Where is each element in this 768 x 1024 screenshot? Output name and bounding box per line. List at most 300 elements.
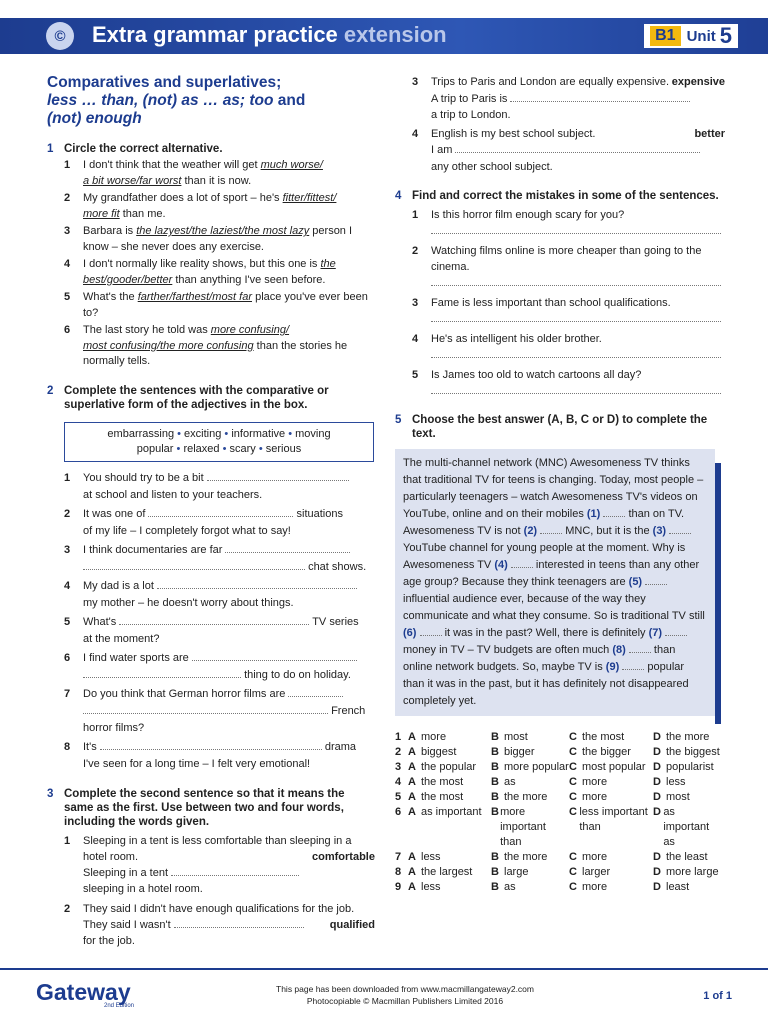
exercise-number: 1 xyxy=(47,143,54,155)
option-text: less important than xyxy=(579,806,648,833)
exercise-1-items xyxy=(47,158,375,370)
item-number: 4 xyxy=(412,127,419,140)
item-text: situations xyxy=(296,507,343,520)
answer-blank[interactable] xyxy=(511,558,533,568)
exercise-3-items-left xyxy=(47,833,375,949)
option-b[interactable] xyxy=(491,790,569,805)
text-segment: it was in the past? Well, there is definitely xyxy=(441,627,649,639)
option-text: as important xyxy=(421,806,482,818)
list-item xyxy=(395,126,725,176)
answer-blank[interactable] xyxy=(431,224,721,234)
option-row xyxy=(395,745,725,760)
option-text: more xyxy=(582,851,608,863)
item-text: Trips to Paris and London are equally expensive. xyxy=(431,76,670,88)
option-text: most xyxy=(504,731,528,743)
option-letter: B xyxy=(491,851,499,863)
answer-blank[interactable] xyxy=(645,575,667,585)
answer-blank[interactable] xyxy=(420,626,442,636)
option-d[interactable] xyxy=(653,805,723,850)
item-text: I don't think that the weather will get xyxy=(83,159,261,171)
keyword: comfortable xyxy=(312,850,375,863)
option-letter: B xyxy=(491,761,499,773)
option-d[interactable] xyxy=(653,745,723,760)
exercise-2-items xyxy=(47,470,375,773)
option-a[interactable] xyxy=(408,745,491,760)
item-text: A trip to Paris is xyxy=(431,92,508,105)
text-segment: MNC, but it is the xyxy=(562,525,653,537)
gear-icon: © xyxy=(46,22,74,50)
list-item xyxy=(47,257,375,288)
section-title-and: and xyxy=(273,92,306,109)
item-text: thing to do on holiday. xyxy=(244,668,351,681)
option-d[interactable] xyxy=(653,730,723,745)
alternative-options[interactable]: farther/farthest/most far xyxy=(137,291,253,303)
option-c[interactable] xyxy=(569,745,653,760)
option-text: large xyxy=(504,866,529,878)
item-number: 1 xyxy=(64,834,71,847)
keyword: better xyxy=(694,127,725,140)
option-letter: A xyxy=(408,731,416,743)
option-letter: D xyxy=(653,851,661,863)
item-text: a trip to London. xyxy=(431,109,511,121)
list-item xyxy=(395,243,725,291)
option-text: more xyxy=(582,881,608,893)
gap-number: (4) xyxy=(494,559,508,571)
option-letter: A xyxy=(408,761,416,773)
gap-number: (2) xyxy=(523,525,538,537)
item-text: My grandfather does a lot of sport – he's xyxy=(83,192,283,204)
option-letter: B xyxy=(491,881,499,893)
answer-blank[interactable] xyxy=(510,92,690,102)
item-text: horror films? xyxy=(83,721,145,734)
answer-blank[interactable] xyxy=(622,660,644,670)
answer-blank[interactable] xyxy=(171,866,299,876)
exercise-3-instruction xyxy=(47,787,375,829)
option-a[interactable] xyxy=(408,880,491,895)
answer-blank[interactable] xyxy=(629,643,651,653)
item-text: Watching films online is more cheaper than going to the cinema. xyxy=(431,245,702,273)
option-letter: C xyxy=(569,731,577,743)
header-bar xyxy=(0,18,768,54)
text-segment: than on TV. xyxy=(625,508,685,520)
unit-badge xyxy=(644,24,738,48)
footer-text xyxy=(220,983,590,1007)
item-text: French xyxy=(331,704,366,717)
edition-label: 2nd Edition xyxy=(104,1003,135,1009)
option-d[interactable] xyxy=(653,760,723,775)
word-option: serious xyxy=(265,442,302,455)
text-segment: money in TV – TV budgets are often much xyxy=(403,644,613,656)
answer-blank[interactable] xyxy=(174,918,304,928)
section-title xyxy=(47,74,375,128)
keyword: expensive xyxy=(671,76,725,88)
exercise-1-instruction xyxy=(47,142,375,156)
item-text: You should try to be a bit xyxy=(83,471,204,484)
option-d[interactable] xyxy=(653,850,723,865)
option-text: the more xyxy=(666,731,710,743)
instruction-text: Circle the correct alternative. xyxy=(64,143,223,155)
option-b[interactable] xyxy=(491,775,569,790)
option-row xyxy=(395,865,725,880)
option-text: the largest xyxy=(421,866,473,878)
item-text: I am xyxy=(431,144,453,156)
option-a[interactable] xyxy=(408,775,491,790)
item-text: The last story he told was xyxy=(83,324,211,336)
option-letter: C xyxy=(569,881,577,893)
instruction-text: Complete the second sentence so that it means the same as the first. Use between two and four words, including the words given. xyxy=(64,787,345,828)
option-text: more xyxy=(582,791,608,803)
item-text: They said I didn't have enough qualifications for the job. xyxy=(83,902,355,915)
page-number: 1 of 1 xyxy=(703,990,732,1002)
item-number: 4 xyxy=(64,579,71,592)
option-text: more large xyxy=(666,866,719,878)
option-c[interactable] xyxy=(569,775,653,790)
option-text: as important as xyxy=(663,806,710,848)
alternative-options[interactable]: a bit worse/far worst xyxy=(83,174,182,187)
question-number: 3 xyxy=(395,761,402,773)
option-row xyxy=(395,880,725,895)
option-b[interactable] xyxy=(491,760,569,775)
answer-blank[interactable] xyxy=(665,626,687,636)
unit-number: 5 xyxy=(719,23,732,48)
option-letter: B xyxy=(491,776,499,788)
gap-number: (6) xyxy=(403,627,417,639)
alternative-options[interactable]: most confusing/the more confusing xyxy=(83,339,254,352)
list-item xyxy=(47,290,375,321)
item-text: sleeping in a hotel room. xyxy=(83,882,203,895)
gateway-logo: Gateway xyxy=(36,979,131,1005)
alternative-options[interactable]: the lazyest/the laziest/the most lazy xyxy=(136,225,310,237)
option-letter: B xyxy=(491,731,499,743)
option-c[interactable] xyxy=(569,790,653,805)
list-item xyxy=(47,833,375,897)
item-number: 4 xyxy=(64,258,71,270)
option-text: the popular xyxy=(421,761,477,773)
option-row xyxy=(395,730,725,745)
title-main: Extra grammar practice xyxy=(92,22,338,47)
answer-blank[interactable] xyxy=(192,651,357,661)
option-b[interactable] xyxy=(491,850,569,865)
answer-blank[interactable] xyxy=(455,143,700,153)
exercise-5-instruction xyxy=(395,413,725,441)
item-text: than the stories he normally tells. xyxy=(83,339,348,367)
question-number: 5 xyxy=(395,791,402,803)
item-text: It was one of xyxy=(83,507,146,520)
copyright-note: Photocopiable © Macmillan Publishers Limited 2016 xyxy=(306,996,504,1006)
option-letter: A xyxy=(408,791,416,803)
option-letter: C xyxy=(569,746,577,758)
option-letter: B xyxy=(491,806,499,818)
list-item xyxy=(47,542,375,576)
option-c[interactable] xyxy=(569,805,653,850)
item-text: than it is now. xyxy=(181,174,252,187)
word-option: exciting xyxy=(184,427,222,440)
option-c[interactable] xyxy=(569,850,653,865)
item-number: 5 xyxy=(64,291,71,303)
section-title-line2: less … than, (not) as … as; too xyxy=(47,92,274,109)
word-box: embarrassing • exciting • informative • moving popular • relaxed • scary • serious xyxy=(64,422,374,462)
word-option: embarrassing xyxy=(107,427,175,440)
answer-blank[interactable] xyxy=(288,687,343,697)
option-text: the most xyxy=(421,776,464,788)
option-d[interactable] xyxy=(653,790,723,805)
item-text: I've seen for a long time – I felt very emotional! xyxy=(83,757,311,770)
item-number: 2 xyxy=(412,245,419,257)
option-text: more xyxy=(421,731,447,743)
answer-blank[interactable] xyxy=(83,668,241,678)
text-segment: influential audience ever, because of the way they communicate and what they consume. So is traditional TV still xyxy=(403,593,705,622)
instruction-text: Choose the best answer (A, B, C or D) to complete the text. xyxy=(412,414,708,440)
item-text: for the job. xyxy=(83,934,135,947)
item-text: My dad is a lot xyxy=(83,579,154,592)
list-item xyxy=(395,207,725,239)
option-text: biggest xyxy=(421,746,457,758)
option-letter: D xyxy=(653,761,661,773)
section-title-line3: (not) enough xyxy=(47,110,142,127)
answer-blank[interactable] xyxy=(431,312,721,322)
answer-blank[interactable] xyxy=(100,740,322,750)
item-number: 2 xyxy=(64,902,71,915)
option-text: the least xyxy=(666,851,708,863)
page-title xyxy=(92,22,447,48)
option-row xyxy=(395,790,725,805)
list-item xyxy=(47,901,375,949)
alternative-options[interactable]: much worse/ xyxy=(260,159,323,171)
option-c[interactable] xyxy=(569,760,653,775)
option-text: less xyxy=(421,851,441,863)
text-segment: than online network budgets. So, maybe TV is xyxy=(403,644,676,673)
option-row xyxy=(395,760,725,775)
word-option: moving xyxy=(295,427,331,440)
list-item xyxy=(47,650,375,684)
item-number: 3 xyxy=(64,225,71,237)
exercise-2-instruction xyxy=(47,384,375,412)
word-option: informative xyxy=(231,427,286,440)
gap-number: (9) xyxy=(605,661,620,673)
answer-blank[interactable] xyxy=(225,543,350,553)
answer-blank[interactable] xyxy=(83,560,305,570)
gap-number: (8) xyxy=(612,644,626,656)
item-text: Do you think that German horror films are xyxy=(83,687,286,700)
option-a[interactable] xyxy=(408,790,491,805)
item-text: than anything I've seen before. xyxy=(172,273,326,286)
option-b[interactable] xyxy=(491,865,569,880)
option-a[interactable] xyxy=(408,850,491,865)
list-item xyxy=(47,506,375,540)
item-text: English is my best school subject. xyxy=(431,127,596,140)
instruction-text: Find and correct the mistakes in some of the sentences. xyxy=(412,190,719,202)
option-letter: A xyxy=(408,806,416,818)
option-text: the biggest xyxy=(666,746,720,758)
exercise-4-items xyxy=(395,207,725,399)
left-column xyxy=(47,74,375,949)
item-number: 3 xyxy=(64,543,71,556)
option-text: most xyxy=(666,791,690,803)
answer-blank[interactable] xyxy=(119,615,309,625)
item-text: at the moment? xyxy=(83,632,160,645)
option-text: the most xyxy=(582,731,625,743)
option-letter: D xyxy=(653,806,661,818)
list-item xyxy=(395,295,725,327)
item-text: I think documentaries are far xyxy=(83,543,223,556)
alternative-options[interactable]: more fit xyxy=(83,207,120,220)
section-title-line1: Comparatives and superlatives; xyxy=(47,74,282,91)
item-number: 6 xyxy=(64,324,71,336)
answer-blank[interactable] xyxy=(207,471,349,481)
alternative-options[interactable]: more confusing/ xyxy=(210,324,290,336)
option-letter: D xyxy=(653,731,661,743)
option-b[interactable] xyxy=(491,880,569,895)
item-text: than me. xyxy=(119,207,166,220)
word-option: popular xyxy=(136,442,174,455)
option-row xyxy=(395,850,725,865)
option-b[interactable] xyxy=(491,730,569,745)
item-text: Sleeping in a tent is less comfortable than sleeping in a hotel room. xyxy=(83,834,352,863)
option-letter: B xyxy=(491,791,499,803)
reading-text-box xyxy=(395,449,715,716)
item-number: 8 xyxy=(64,740,71,753)
option-letter: D xyxy=(653,776,661,788)
answer-blank[interactable] xyxy=(148,507,293,517)
option-text: larger xyxy=(582,866,611,878)
exercise-number: 3 xyxy=(47,787,54,800)
item-number: 4 xyxy=(412,333,419,345)
item-text: Sleeping in a tent xyxy=(83,866,169,879)
option-b[interactable] xyxy=(491,805,569,850)
option-letter: D xyxy=(653,866,661,878)
word-option: scary xyxy=(229,442,256,455)
option-text: bigger xyxy=(504,746,535,758)
option-text: the more xyxy=(504,851,548,863)
option-letter: A xyxy=(408,881,416,893)
option-letter: C xyxy=(569,776,577,788)
question-number: 8 xyxy=(395,866,402,878)
gap-number: (1) xyxy=(586,508,601,520)
option-c[interactable] xyxy=(569,865,653,880)
item-text: Fame is less important than school qualifications. xyxy=(431,297,671,309)
list-item xyxy=(395,331,725,363)
footer-divider xyxy=(0,968,768,970)
gap-number: (7) xyxy=(648,627,663,639)
item-text: Is James too old to watch cartoons all day? xyxy=(431,369,642,381)
item-number: 5 xyxy=(64,615,71,628)
item-number: 6 xyxy=(64,651,71,664)
list-item xyxy=(47,191,375,222)
option-letter: D xyxy=(653,881,661,893)
option-text: less xyxy=(666,776,686,788)
item-text: chat shows. xyxy=(308,560,367,573)
option-text: more xyxy=(582,776,608,788)
item-text: any other school subject. xyxy=(431,160,553,173)
item-text: TV series xyxy=(312,615,359,628)
item-text: my mother – he doesn't worry about things. xyxy=(83,596,294,609)
right-column xyxy=(395,74,725,895)
answer-blank[interactable] xyxy=(157,579,357,589)
question-number: 6 xyxy=(395,806,402,818)
question-number: 2 xyxy=(395,746,402,758)
alternative-options[interactable]: the best/gooder/better xyxy=(83,258,336,286)
item-text: drama xyxy=(324,740,357,753)
text-segment: interested in teens than any other age group? Because they think teenagers are xyxy=(403,559,700,588)
option-b[interactable] xyxy=(491,745,569,760)
option-d[interactable] xyxy=(653,775,723,790)
option-text: least xyxy=(666,881,690,893)
item-text: I don't normally like reality shows, but this one is xyxy=(83,258,321,270)
list-item xyxy=(395,74,725,124)
answer-blank[interactable] xyxy=(540,524,562,534)
download-note: This page has been downloaded from www.macmillangateway2.com xyxy=(276,984,534,994)
keyword: qualified xyxy=(329,918,375,931)
option-d[interactable] xyxy=(653,880,723,895)
title-extension: extension xyxy=(343,22,447,47)
option-letter: C xyxy=(569,866,577,878)
option-text: more important than xyxy=(500,806,546,848)
option-row xyxy=(395,805,725,850)
answer-blank[interactable] xyxy=(603,507,625,517)
item-number: 1 xyxy=(64,471,71,484)
item-text: I find water sports are xyxy=(83,651,189,664)
item-number: 1 xyxy=(64,159,71,171)
option-letter: C xyxy=(569,806,577,818)
option-a[interactable] xyxy=(408,805,491,850)
unit-label: Unit xyxy=(686,27,716,45)
answer-options xyxy=(395,730,725,895)
level-badge: B1 xyxy=(650,26,680,46)
item-number: 3 xyxy=(412,76,419,88)
option-row xyxy=(395,775,725,790)
option-text: popularist xyxy=(666,761,714,773)
answer-blank[interactable] xyxy=(431,384,721,394)
option-text: as xyxy=(504,776,516,788)
item-text: What's the xyxy=(83,291,138,303)
option-text: the more xyxy=(504,791,548,803)
item-text: It's xyxy=(83,740,97,753)
answer-blank[interactable] xyxy=(83,704,328,714)
option-d[interactable] xyxy=(653,865,723,880)
item-number: 1 xyxy=(412,209,419,221)
list-item xyxy=(47,739,375,773)
option-a[interactable] xyxy=(408,760,491,775)
list-item xyxy=(47,686,375,737)
list-item xyxy=(47,224,375,255)
gap-number: (5) xyxy=(628,576,643,588)
exercise-number: 2 xyxy=(47,384,54,397)
option-c[interactable] xyxy=(569,730,653,745)
option-text: more popular xyxy=(504,761,569,773)
item-number: 3 xyxy=(412,297,419,309)
item-number: 2 xyxy=(64,507,71,520)
answer-blank[interactable] xyxy=(431,348,721,358)
item-number: 7 xyxy=(64,687,71,700)
question-number: 4 xyxy=(395,776,402,788)
item-number: 5 xyxy=(412,369,419,381)
option-a[interactable] xyxy=(408,730,491,745)
option-c[interactable] xyxy=(569,880,653,895)
text-segment: popular than it was in the past, but it has definitely not disappeared completely yet. xyxy=(403,661,689,707)
gap-number: (3) xyxy=(652,525,667,537)
option-letter: A xyxy=(408,776,416,788)
question-number: 7 xyxy=(395,851,402,863)
text-segment: Awesomeness TV is not xyxy=(403,525,524,537)
option-letter: B xyxy=(491,866,499,878)
answer-blank[interactable] xyxy=(669,524,691,534)
option-a[interactable] xyxy=(408,865,491,880)
answer-blank[interactable] xyxy=(431,276,721,286)
alternative-options[interactable]: fitter/fittest/ xyxy=(282,192,337,204)
option-letter: C xyxy=(569,791,577,803)
list-item xyxy=(47,470,375,504)
option-letter: A xyxy=(408,866,416,878)
